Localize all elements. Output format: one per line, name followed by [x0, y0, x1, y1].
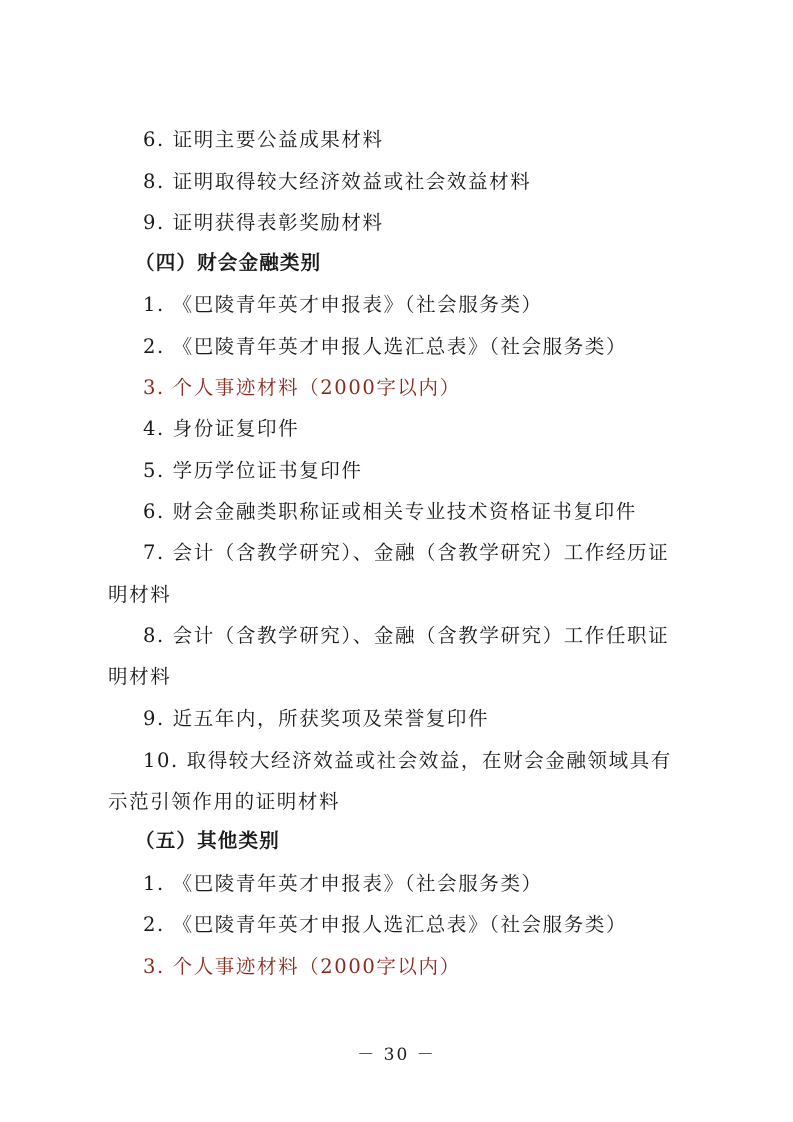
list-item: 3. 个人事迹材料（2000字以内）: [143, 955, 461, 978]
list-item: 8. 证明取得较大经济效益或社会效益材料: [143, 170, 532, 193]
list-item-continuation: 明材料: [108, 665, 172, 688]
section-heading: （五）其他类别: [135, 829, 280, 852]
list-item: 5. 学历学位证书复印件: [143, 459, 363, 482]
list-item: 4. 身份证复印件: [143, 417, 300, 440]
list-item: 10. 取得较大经济效益或社会效益，在财会金融领域具有: [143, 749, 672, 772]
list-item: 1. 《巴陵青年英才申报表》（社会服务类）: [143, 293, 543, 316]
list-item-continuation: 示范引领作用的证明材料: [108, 790, 341, 813]
list-item: 6. 证明主要公益成果材料: [143, 128, 384, 151]
list-item: 7. 会计（含教学研究）、金融（含教学研究）工作经历证: [143, 541, 670, 564]
list-item: 8. 会计（含教学研究）、金融（含教学研究）工作任职证: [143, 624, 670, 647]
list-item-continuation: 明材料: [108, 583, 172, 606]
section-heading: （四）财会金融类别: [135, 251, 322, 274]
page-number: － 30 －: [357, 1045, 436, 1065]
list-item: 3. 个人事迹材料（2000字以内）: [143, 376, 461, 399]
list-item: 9. 近五年内，所获奖项及荣誉复印件: [143, 707, 490, 730]
list-item: 2. 《巴陵青年英才申报人选汇总表》（社会服务类）: [143, 335, 628, 358]
list-item: 6. 财会金融类职称证或相关专业技术资格证书复印件: [143, 500, 637, 523]
list-item: 1. 《巴陵青年英才申报表》（社会服务类）: [143, 872, 543, 895]
list-item: 9. 证明获得表彰奖励材料: [143, 211, 384, 234]
list-item: 2. 《巴陵青年英才申报人选汇总表》（社会服务类）: [143, 913, 628, 936]
